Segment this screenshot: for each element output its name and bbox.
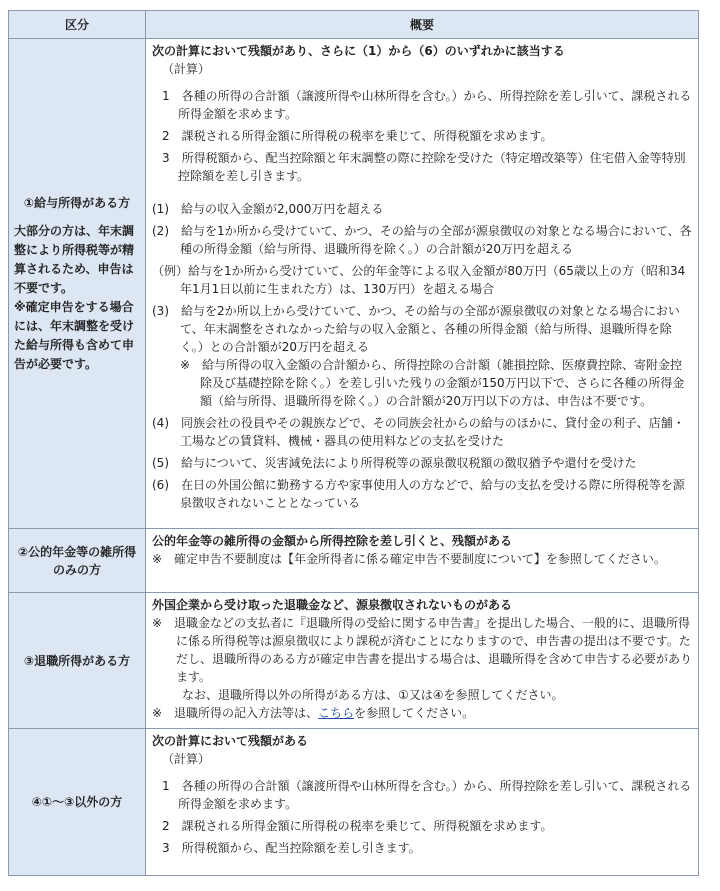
category-label: ④①～③以外の方: [31, 795, 123, 809]
header-summary: 概要: [146, 11, 699, 39]
filing-requirements-table: [8, 10, 699, 876]
table-row: [9, 529, 699, 593]
row-note: [152, 704, 693, 722]
calc-step: 1 各種の所得の合計額（譲渡所得や山林所得を含む。）から、所得控除を差し引いて、課税される所得金額を求めます。: [162, 779, 692, 811]
calc-step: 1 各種の所得の合計額（譲渡所得や山林所得を含む。）から、所得控除を差し引いて、課税される所得金額を求めます。: [162, 89, 692, 121]
table-row: [9, 593, 699, 729]
calc-step: 3 所得税額から、配当控除額を差し引きます。: [162, 841, 421, 855]
row-heading: 外国企業から受け取った退職金など、源泉徴収されないものがある: [152, 598, 513, 612]
category-label: ③退職所得がある方: [23, 653, 131, 668]
category-note: 大部分の方は、年末調整により所得税等が精算されるため、申告は不要です。 ※確定申告をする場合には、年末調整を受けた給与所得も含めて申告が必要です。: [14, 223, 135, 371]
example-item: （例）給与を1か所から受けていて、公的年金等による収入金額が80万円（65歳以上の方（昭和34年1月1日以前に生まれた方）は、130万円）を超える場合: [152, 264, 686, 296]
calc-label: （計算）: [162, 62, 211, 76]
calc-label: （計算）: [162, 752, 211, 766]
table-row: [9, 39, 699, 529]
condition-item: (6) 在日の外国公館に勤務する方や家事使用人の方などで、給与の支払を受ける際に所得税等を源泉徴収されないこととなっている: [152, 478, 685, 510]
condition-item: (5) 給与について、災害減免法により所得税等の源泉徴収税額の徴収猶予や還付を受けた: [152, 456, 637, 470]
category-label: ①給与所得がある方: [23, 195, 131, 210]
calc-step: 3 所得税額から、配当控除額と年末調整の際に控除を受けた（特定増改築等）住宅借入金等特別控除額を差し引きます。: [162, 151, 686, 183]
calc-step: 2 課税される所得金額に所得税の税率を乗じて、所得税額を求めます。: [162, 819, 553, 833]
condition-item: (3) 給与を2か所以上から受けていて、かつ、その給与の全部が源泉徴収の対象となる場合において、年末調整をされなかった給与の収入金額と、各種の所得金額（給与所得、退職所得を除く。）との合計額が20万円を超える: [152, 304, 680, 354]
condition-item: (2) 給与を1か所から受けていて、かつ、その給与の全部が源泉徴収の対象となる場合において、各種の所得金額（給与所得、退職所得を除く。）の合計額が20万円を超える: [152, 224, 692, 256]
row-heading: 次の計算において残額があり、さらに（1）から（6）のいずれかに該当する: [152, 44, 565, 58]
category-cell: [9, 729, 146, 876]
row-note-continued: なお、退職所得以外の所得がある方は、①又は④を参照してください。: [182, 688, 564, 702]
row-note: ※ 確定申告不要制度は【年金所得者に係る確定申告不要制度について】を参照してください。: [152, 552, 666, 566]
summary-cell: [146, 729, 699, 876]
calc-step: 2 課税される所得金額に所得税の税率を乗じて、所得税額を求めます。: [162, 129, 553, 143]
note-text: を参照してください。: [354, 706, 475, 720]
header-row: [9, 11, 699, 39]
table-row: [9, 729, 699, 876]
row-heading: 公的年金等の雑所得の金額から所得控除を差し引くと、残額がある: [152, 534, 513, 548]
category-cell: [9, 529, 146, 593]
category-cell: [9, 39, 146, 529]
row-heading: 次の計算において残額がある: [152, 734, 309, 748]
summary-cell: [146, 593, 699, 729]
condition-note: ※ 給与所得の収入金額の合計額から、所得控除の合計額（雑損控除、医療費控除、寄附金控除及び基礎控除を除く。）を差し引いた残りの金額が150万円以下で、さらに各種の所得金額（給与所得、退職所得を除く。）の合計額が20万円以下の方は、申告は不要です。: [180, 358, 685, 408]
row-note: ※ 退職金などの支払者に『退職所得の受給に関する申告書』を提出した場合、一般的に、退職所得に係る所得税等は源泉徴収により課税が済むことになりますので、申告書の提出は不要です。ただし、退職所得のある方が確定申告書を提出する場合は、退職所得を含めて申告する必要があります。: [152, 616, 693, 684]
condition-item: (1) 給与の収入金額が2,000万円を超える: [152, 202, 384, 216]
category-cell: [9, 593, 146, 729]
summary-cell: [146, 39, 699, 529]
category-label: ②公的年金等の雑所得のみの方: [17, 544, 137, 577]
note-text: ※ 退職所得の記入方法等は、: [152, 706, 319, 720]
header-category: 区分: [9, 11, 146, 39]
condition-item: (4) 同族会社の役員やその親族などで、その同族会社からの給与のほかに、貸付金の利子、店舗・工場などの賃貸料、機械・器具の使用料などの支払を受けた: [152, 416, 685, 448]
reference-link[interactable]: こちら: [318, 706, 355, 720]
summary-cell: [146, 529, 699, 593]
